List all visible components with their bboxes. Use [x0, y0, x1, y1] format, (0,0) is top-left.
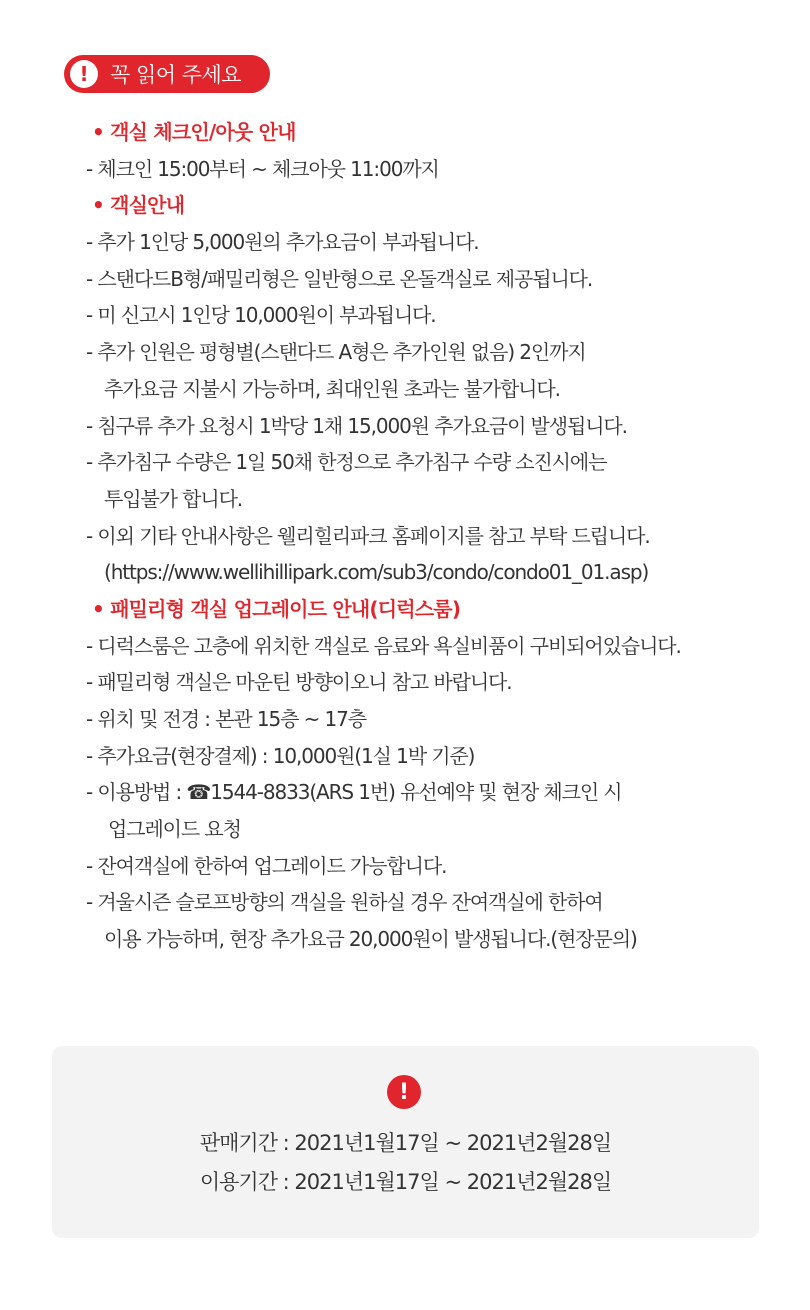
use-period: 이용기간 : 2021년1월17일 ~ 2021년2월28일	[199, 1170, 612, 1194]
list-item: - 추가침구 수량은 1일 50채 한정으로 추가침구 수량 소진시에는	[86, 450, 607, 475]
list-item: - 스탠다드B형/패밀리형은 일반형으로 온돌객실로 제공됩니다.	[86, 266, 593, 291]
list-item: - 추가요금(현장결제) : 10,000원(1실 1박 기준)	[86, 743, 475, 768]
notice-content	[86, 114, 806, 958]
list-item: - 추가 1인당 5,000원의 추가요금이 부과됩니다.	[86, 230, 479, 255]
section-heading-checkin: • 객실 체크인/아웃 안내	[92, 120, 296, 144]
section-heading-upgrade: • 패밀리형 객실 업그레이드 안내(디럭스룸)	[92, 596, 461, 621]
must-read-badge	[64, 55, 270, 93]
exclamation-icon: !	[70, 60, 98, 88]
list-item: - 이용방법 : ☎1544-8833(ARS 1번) 유선예약 및 현장 체크인 시	[86, 780, 622, 805]
homepage-url: (https://www.wellihillipark.com/sub3/condo/condo01_01.asp)	[104, 560, 649, 585]
list-item: - 체크인 15:00부터 ~ 체크아웃 11:00까지	[86, 156, 439, 181]
list-item: - 잔여객실에 한하여 업그레이드 가능합니다.	[86, 853, 447, 878]
sale-period: 판매기간 : 2021년1월17일 ~ 2021년2월28일	[199, 1131, 612, 1155]
exclamation-icon: !	[387, 1075, 421, 1109]
list-item: - 침구류 추가 요청시 1박당 1채 15,000원 추가요금이 발생됩니다.	[86, 413, 627, 438]
list-item: - 추가 인원은 평형별(스탠다드 A형은 추가인원 없음) 2인까지	[86, 340, 586, 365]
list-item-continuation: 투입불가 합니다.	[104, 486, 243, 511]
section-heading-room-info: • 객실안내	[92, 193, 185, 218]
list-item: - 이외 기타 안내사항은 웰리힐리파크 홈페이지를 참고 부탁 드립니다.	[86, 523, 650, 548]
badge-label: 꼭 읽어 주세요	[110, 63, 242, 87]
list-item: - 미 신고시 1인당 10,000원이 부과됩니다.	[86, 303, 436, 328]
list-item: - 겨울시즌 슬로프방향의 객실을 원하실 경우 잔여객실에 한하여	[86, 890, 603, 915]
list-item-continuation: 추가요금 지불시 가능하며, 최대인원 초과는 불가합니다.	[104, 376, 560, 401]
list-item: - 패밀리형 객실은 마운틴 방향이오니 참고 바랍니다.	[86, 670, 512, 695]
list-item: - 위치 및 전경 : 본관 15층 ~ 17층	[86, 707, 366, 731]
list-item: - 디럭스룸은 고층에 위치한 객실로 음료와 욕실비품이 구비되어있습니다.	[86, 633, 681, 658]
list-item-continuation: 이용 가능하며, 현장 추가요금 20,000원이 발생됩니다.(현장문의)	[104, 927, 637, 952]
list-item-continuation: 업그레이드 요청	[108, 817, 241, 842]
